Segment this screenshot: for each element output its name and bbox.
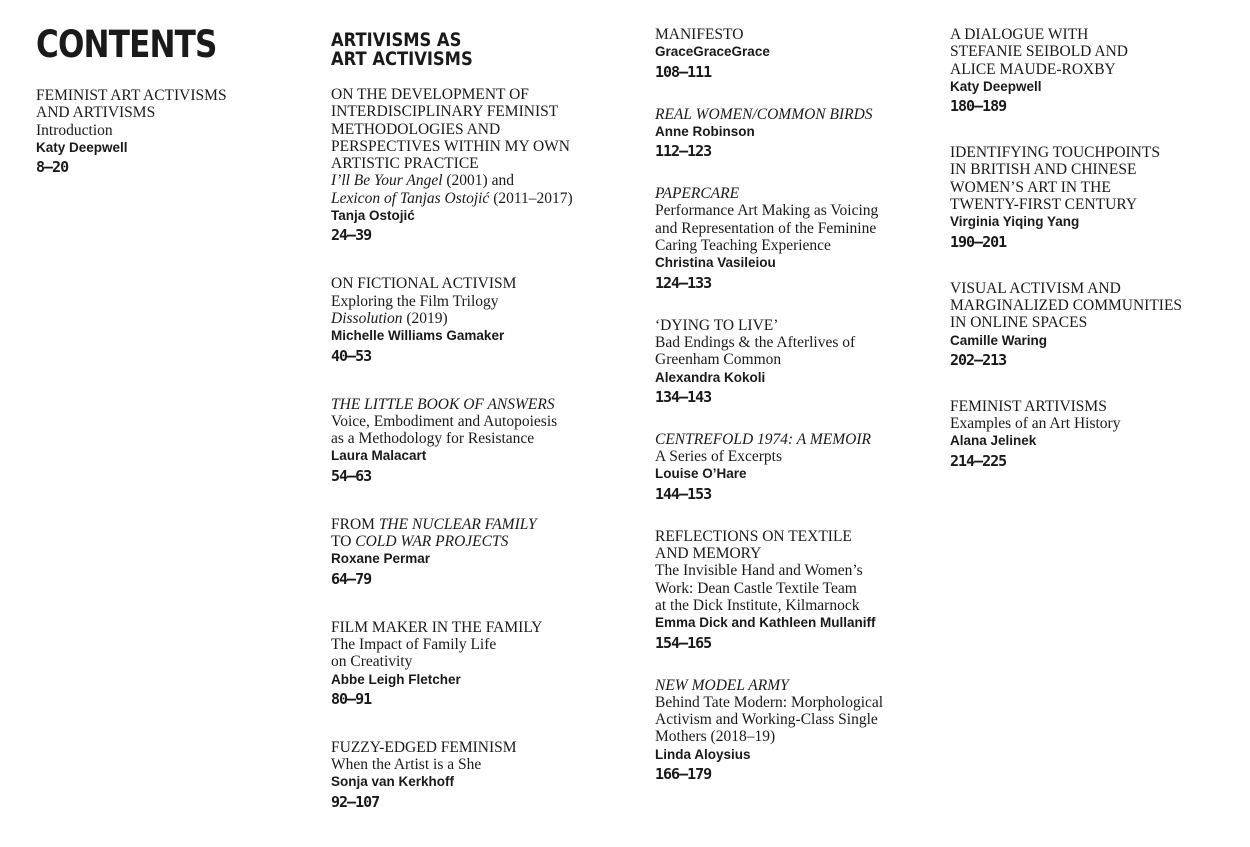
title-text: Introduction (36, 121, 113, 139)
title-text: AND MEMORY (655, 545, 762, 563)
entry-title-line (655, 711, 935, 728)
entry-pages: 144–153 (655, 484, 712, 503)
entry-pages: 108–111 (655, 62, 712, 81)
entry-title-line (331, 430, 631, 447)
title-text: The Impact of Family Life (331, 635, 497, 653)
entry-title-line (331, 86, 631, 103)
entry-title-line (950, 144, 1240, 161)
title-text: VISUAL ACTIVISM AND (950, 279, 1121, 297)
title-text: ON THE DEVELOPMENT OF (331, 86, 529, 103)
entry-title-line (331, 396, 631, 413)
entry-title-line (950, 179, 1240, 196)
contents-entry (655, 185, 935, 293)
entry-title-line (655, 580, 935, 597)
entry-title-line (331, 293, 631, 310)
title-text: IDENTIFYING TOUCHPOINTS (950, 144, 1160, 162)
title-text: ‘DYING TO LIVE’ (655, 316, 779, 334)
title-text: MARGINALIZED COMMUNITIES (950, 296, 1183, 314)
entry-title-line (950, 61, 1240, 78)
entry-pages: 190–201 (950, 232, 1007, 251)
title-italic-text: THE LITTLE BOOK OF ANSWERS (331, 395, 555, 413)
contents-entry (950, 144, 1240, 252)
entry-author: Louise O’Hare (655, 466, 747, 482)
entry-pages: 154–165 (655, 633, 712, 652)
entry-title-line (655, 528, 935, 545)
entry-pages: 202–213 (950, 350, 1007, 369)
contents-entry (331, 86, 631, 246)
contents-entry (950, 398, 1240, 472)
entry-title-line (331, 155, 631, 172)
entry-author: Camille Waring (950, 332, 1048, 348)
title-text: on Creativity (331, 653, 413, 671)
title-text: FEMINIST ART ACTIVISMS (36, 87, 227, 104)
entry-title-line (655, 220, 935, 237)
entry-title-line (331, 619, 631, 636)
title-italic-text: Dissolution (331, 309, 403, 327)
title-text: Activism and Working-Class Single (655, 711, 878, 729)
title-text: WOMEN’S ART IN THE (950, 178, 1111, 196)
entry-author: Linda Aloysius (655, 746, 751, 762)
title-text: PERSPECTIVES WITHIN MY OWN (331, 137, 570, 155)
title-italic-text: THE NUCLEAR FAMILY (378, 515, 537, 533)
entry-title-line (655, 597, 935, 614)
title-text: MANIFESTO (655, 26, 744, 43)
entry-author: GraceGraceGrace (655, 44, 770, 60)
title-text: Exploring the Film Trilogy (331, 292, 499, 310)
title-text: Caring Teaching Experience (655, 237, 831, 255)
title-text: Voice, Embodiment and Autopoiesis (331, 412, 558, 430)
entry-title-line (655, 185, 935, 202)
entry-pages: 92–107 (331, 792, 380, 811)
entry-author: Alexandra Kokoli (655, 369, 766, 385)
title-text: STEFANIE SEIBOLD AND (950, 43, 1128, 61)
title-text: TWENTY-FIRST CENTURY (950, 196, 1138, 214)
entry-title-line (331, 138, 631, 155)
entry-title-line (655, 562, 935, 579)
contents-entry (36, 87, 306, 178)
section-title (331, 31, 631, 69)
entry-title-line (950, 415, 1240, 432)
title-suffix: (2019) (402, 309, 448, 327)
entry-author: Katy Deepwell (950, 78, 1042, 94)
entry-title-line (36, 122, 306, 139)
entry-title-line (331, 275, 631, 292)
entry-author: Alana Jelinek (950, 433, 1037, 449)
entry-pages: 214–225 (950, 451, 1007, 470)
entry-title-line (331, 636, 631, 653)
entry-title-line (950, 196, 1240, 213)
entry-author: Tanja Ostojić (331, 208, 415, 224)
entry-author: Laura Malacart (331, 448, 427, 464)
entry-author: Sonja van Kerkhoff (331, 774, 455, 790)
entry-title-line (655, 545, 935, 562)
entry-title-line (655, 677, 935, 694)
contents-entry (655, 317, 935, 408)
title-text: ON FICTIONAL ACTIVISM (331, 275, 517, 293)
entry-pages: 112–123 (655, 142, 712, 161)
entry-title-line (950, 314, 1240, 331)
title-text: Examples of an Art History (950, 415, 1121, 433)
entry-title-line (331, 310, 631, 327)
entry-title-line (950, 280, 1240, 297)
title-text: METHODOLOGIES AND (331, 120, 501, 138)
title-suffix: (2011–2017) (489, 189, 573, 207)
entry-author: Virginia Yiqing Yang (950, 214, 1080, 230)
contents-entry (655, 106, 935, 163)
title-text: ALICE MAUDE-ROXBY (950, 60, 1116, 78)
contents-entry (655, 26, 935, 83)
entry-pages: 24–39 (331, 226, 372, 245)
title-text: INTERDISCIPLINARY FEMINIST (331, 103, 559, 121)
title-text: Performance Art Making as Voicing (655, 202, 879, 220)
entry-title-line (331, 756, 631, 773)
entry-title-line (950, 43, 1240, 60)
title-text: A DIALOGUE WITH (950, 26, 1089, 43)
entry-title-line (331, 533, 631, 550)
entry-title-line (331, 121, 631, 138)
entry-list (36, 87, 306, 178)
entry-title-line (655, 26, 935, 43)
contents-column-3 (655, 0, 935, 785)
contents-entry (655, 431, 935, 505)
title-text: at the Dick Institute, Kilmarnock (655, 596, 860, 614)
entry-pages: 180–189 (950, 97, 1007, 116)
section-title-line-2: ART ACTIVISMS (331, 48, 473, 70)
entry-title-line (655, 431, 935, 448)
entry-author: Anne Robinson (655, 123, 755, 139)
entry-list (950, 26, 1240, 472)
title-italic-text: REAL WOMEN/COMMON BIRDS (655, 105, 873, 123)
title-italic-text: CENTREFOLD 1974: A MEMOIR (655, 430, 871, 448)
entry-pages: 54–63 (331, 466, 372, 485)
entry-pages: 134–143 (655, 387, 712, 406)
contents-entry (331, 396, 631, 487)
contents-column-1 (36, 0, 306, 178)
contents-entry (331, 275, 631, 366)
title-italic-text: Lexicon of Tanjas Ostojić (331, 189, 490, 207)
contents-entry (950, 26, 1240, 117)
contents-entry (655, 677, 935, 785)
entry-title-line (655, 334, 935, 351)
entry-author: Christina Vasileiou (655, 255, 776, 271)
entry-title-line (655, 106, 935, 123)
title-text: ARTISTIC PRACTICE (331, 155, 479, 173)
entry-list (655, 26, 935, 785)
title-text: as a Methodology for Resistance (331, 430, 535, 448)
entry-title-line (331, 103, 631, 120)
entry-title-line (331, 653, 631, 670)
title-prefix: FROM (331, 515, 379, 533)
entry-title-line (950, 26, 1240, 43)
entry-title-line (36, 104, 306, 121)
title-suffix: (2001) and (442, 172, 514, 190)
title-text: When the Artist is a She (331, 756, 482, 774)
entry-pages: 64–79 (331, 569, 372, 588)
entry-title-line (331, 172, 631, 189)
entry-pages: 8–20 (36, 158, 69, 177)
section-title-line-1: ARTIVISMS AS (331, 29, 462, 51)
title-text: IN BRITISH AND CHINESE (950, 161, 1137, 179)
entry-title-line (655, 317, 935, 334)
contents-entry (950, 280, 1240, 371)
contents-entry (331, 516, 631, 590)
title-text: IN ONLINE SPACES (950, 314, 1088, 332)
entry-author: Abbe Leigh Fletcher (331, 671, 461, 687)
title-italic-text: NEW MODEL ARMY (655, 676, 789, 694)
entry-title-line (36, 87, 306, 104)
entry-list (331, 86, 631, 813)
title-italic-text: PAPERCARE (655, 185, 740, 203)
entry-title-line (331, 516, 631, 533)
entry-author: Roxane Permar (331, 551, 431, 567)
title-text: Work: Dean Castle Textile Team (655, 579, 857, 597)
title-prefix: TO (331, 533, 356, 551)
title-text: and Representation of the Feminine (655, 219, 877, 237)
entry-pages: 166–179 (655, 765, 712, 784)
entry-title-line (655, 351, 935, 368)
entry-title-line (655, 728, 935, 745)
title-text: Bad Endings & the Afterlives of (655, 333, 856, 351)
contents-column-2 (331, 0, 631, 813)
entry-title-line (331, 739, 631, 756)
title-italic-text: I’ll Be Your Angel (331, 172, 443, 190)
entry-title-line (331, 413, 631, 430)
contents-entry (331, 619, 631, 710)
entry-title-line (655, 694, 935, 711)
entry-title-line (950, 398, 1240, 415)
title-text: Mothers (2018–19) (655, 728, 776, 746)
entry-title-line (950, 297, 1240, 314)
entry-pages: 124–133 (655, 273, 712, 292)
title-text: FUZZY-EDGED FEMINISM (331, 738, 517, 756)
contents-title: CONTENTS (36, 23, 217, 66)
entry-title-line (950, 161, 1240, 178)
title-text: FILM MAKER IN THE FAMILY (331, 618, 543, 636)
entry-title-line (655, 237, 935, 254)
entry-author: Michelle Williams Gamaker (331, 328, 505, 344)
title-text: AND ARTIVISMS (36, 104, 156, 122)
contents-column-4 (950, 0, 1240, 472)
entry-title-line (331, 190, 631, 207)
title-text: The Invisible Hand and Women’s (655, 562, 863, 580)
entry-author: Katy Deepwell (36, 139, 128, 155)
title-italic-text: COLD WAR PROJECTS (355, 533, 509, 551)
entry-pages: 40–53 (331, 346, 372, 365)
title-text: Behind Tate Modern: Morphological (655, 693, 884, 711)
entry-author: Emma Dick and Kathleen Mullaniff (655, 615, 876, 631)
title-text: FEMINIST ARTIVISMS (950, 397, 1107, 415)
contents-entry (655, 528, 935, 654)
title-text: Greenham Common (655, 351, 782, 369)
entry-pages: 80–91 (331, 689, 372, 708)
title-text: REFLECTIONS ON TEXTILE (655, 527, 852, 545)
title-text: A Series of Excerpts (655, 448, 782, 466)
entry-title-line (655, 448, 935, 465)
contents-entry (331, 739, 631, 813)
entry-title-line (655, 202, 935, 219)
